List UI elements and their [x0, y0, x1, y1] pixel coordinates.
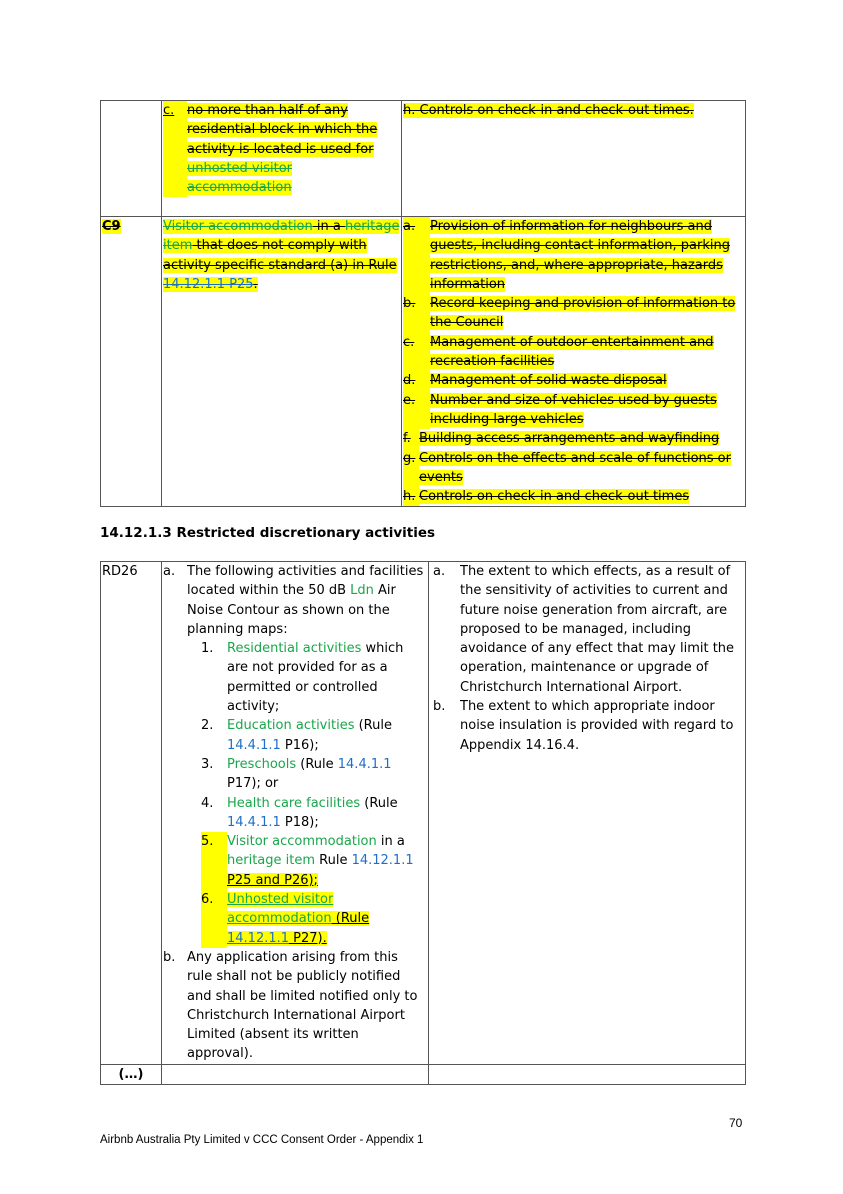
rule-link[interactable]: 14.12.1.1: [351, 853, 414, 869]
table-row: [101, 562, 746, 1065]
list-item: a. Provision of information for neighbours and guests, including contact information, parking restrictions, and, where appropriate, hazards information: [403, 217, 744, 294]
rule-link[interactable]: 14.4.1.1: [227, 737, 281, 753]
list-item: c. no more than half of any residential block in which the activity is located is used for unhosted visitor accommodation: [163, 101, 400, 197]
list-item: a. The following activities and facilities located within the 50 dB Ldn Air Noise Contour as shown on the planning maps: 1. Residential activities which are not provided for as a permitted or controlled activity; 2. Education activities (Rule 14.4.1.1 P16); 3. Preschools (Rule 14.4.1.1 P17); or 4. Health care facilities (Rule 14.4.1.1 P18); 5. Visitor accommodation in a heritage item Rule 14.12.1.1 P25 and P26); 6. Unhosted visitor accommodation (Rule 14.12.1.1 P27).: [163, 562, 427, 948]
visitor-accommodation-link[interactable]: Visitor accommodation: [163, 219, 313, 234]
list-item: 2. Education activities (Rule 14.4.1.1 P16);: [201, 718, 392, 753]
list-item: 5. Visitor accommodation in a heritage item Rule 14.12.1.1 P25 and P26);: [201, 832, 427, 890]
list-item: h. Controls on check-in and check-out times: [403, 487, 744, 506]
table-row: [101, 217, 746, 507]
matters-cell: [429, 1064, 746, 1084]
numbered-list: [187, 639, 427, 948]
matters-cell: [402, 217, 746, 507]
list-item: a. The extent to which effects, as a result of the sensitivity of activities to current and future noise generation from aircraft, are proposed to be managed, including avoidance of any effect that may limit the operation, maintenance or upgrade of Christchurch International Airport.: [433, 564, 735, 695]
code-cell: [101, 101, 162, 217]
unhosted-visitor-accommodation-link[interactable]: Unhosted visitor accommodation: [227, 892, 334, 927]
page-number: 70: [729, 1116, 743, 1130]
list-item: 6. Unhosted visitor accommodation (Rule 14.12.1.1 P27).: [201, 890, 427, 948]
rule-link[interactable]: 14.12.1.1: [227, 930, 290, 946]
list-item: b. Any application arising from this rule shall not be publicly notified and shall be limited notified only to Christchurch International Airport Limited (absent its written approval).: [163, 949, 418, 1062]
list-item: f. Building access arrangements and wayfinding: [403, 429, 744, 448]
table-row: [101, 101, 746, 217]
controlled-activities-table: [100, 100, 746, 507]
residential-activities-link[interactable]: Residential activities: [227, 641, 362, 657]
list-item: g. Controls on the effects and scale of functions or events: [403, 449, 744, 488]
health-care-facilities-link[interactable]: Health care facilities: [227, 795, 361, 811]
page-footer: Airbnb Australia Pty Limited v CCC Consent Order - Appendix 1: [100, 1134, 424, 1146]
list-item: e. Number and size of vehicles used by guests including large vehicles: [403, 391, 744, 430]
activity-cell: [162, 1064, 429, 1084]
section-heading: 14.12.1.3 Restricted discretionary activities: [100, 525, 436, 541]
restricted-discretionary-table: [100, 561, 746, 1085]
rule-link[interactable]: 14.4.1.1: [227, 814, 281, 830]
list-item: c. Management of outdoor entertainment and recreation facilities: [403, 333, 744, 372]
rule-link[interactable]: 14.4.1.1: [337, 756, 392, 772]
code-cell: C9: [101, 217, 162, 507]
code-cell: (…): [101, 1064, 162, 1084]
activity-cell: Visitor accommodation in a heritage item that does not comply with activity specific standard (a) in Rule 14.12.1.1 P25.: [162, 217, 402, 507]
list-item: 3. Preschools (Rule 14.4.1.1 P17); or: [201, 756, 392, 792]
list-item: b. Record keeping and provision of information to the Council: [403, 294, 744, 333]
visitor-accommodation-link[interactable]: Visitor accommodation: [227, 834, 377, 850]
code-cell: RD26: [101, 562, 162, 1065]
matters-cell: h. Controls on check-in and check-out times.: [402, 101, 746, 217]
heritage-item-link[interactable]: heritage item: [227, 853, 316, 869]
table-row: [101, 1064, 746, 1084]
education-activities-link[interactable]: Education activities: [227, 718, 355, 734]
heritage-item-link[interactable]: heritage item: [163, 219, 400, 254]
activity-cell: [162, 562, 429, 1065]
list-item: b. The extent to which appropriate indoor noise insulation is provided with regard to Appendix 14.16.4.: [433, 699, 734, 753]
list-item: d. Management of solid waste disposal: [403, 371, 744, 390]
activity-cell: [162, 101, 402, 217]
matters-cell: [429, 562, 746, 1065]
unhosted-visitor-accommodation-link[interactable]: unhosted visitor accommodation: [187, 160, 293, 196]
rule-link[interactable]: 14.12.1.1 P25: [163, 276, 254, 292]
list-item: 1. Residential activities which are not provided for as a permitted or controlled activity;: [201, 641, 404, 715]
list-item: 4. Health care facilities (Rule 14.4.1.1 P18);: [201, 795, 398, 830]
preschools-link[interactable]: Preschools: [227, 756, 297, 772]
activity-intro: The following activities and facilities located within the 50 dB Ldn Air Noise Contour as shown on the planning maps:: [187, 564, 424, 637]
ldn-link[interactable]: Ldn: [350, 583, 374, 599]
